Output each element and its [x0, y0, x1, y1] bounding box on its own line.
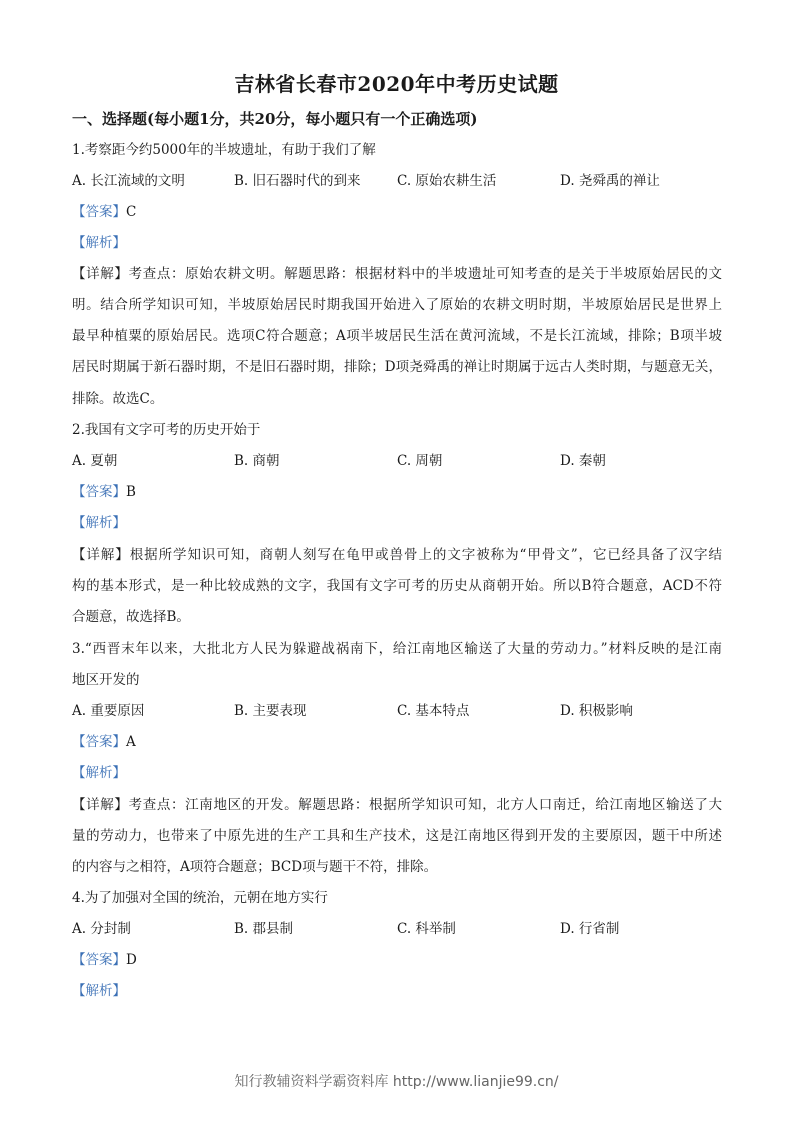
analysis-label: 【解析】: [72, 983, 126, 999]
q3-option-d: D. 积极影响: [560, 703, 633, 719]
q2-option-b: B. 商朝: [234, 453, 280, 469]
answer-value: A: [126, 734, 136, 750]
q1-option-d: D. 尧舜禹的禅让: [560, 173, 660, 189]
answer-label: 【答案】: [72, 952, 126, 968]
question-2-stem: 2.我国有文字可考的历史开始于: [72, 422, 261, 438]
answer-value: D: [126, 952, 137, 968]
question-1-stem: 1.考察距今约5000年的半坡遗址，有助于我们了解: [72, 142, 376, 158]
answer-label: 【答案】: [72, 734, 126, 750]
q4-option-a: A. 分封制: [72, 921, 131, 937]
q3-answer: [72, 732, 722, 752]
q1-option-c: C. 原始农耕生活: [397, 173, 497, 189]
answer-label: 【答案】: [72, 204, 126, 220]
question-4-stem: 4.为了加强对全国的统治，元朝在地方实行: [72, 890, 328, 906]
q1-option-b: B. 旧石器时代的到来: [234, 173, 361, 189]
question-3-stem: 3.“西晋末年以来，大批北方人民为躲避战祸南下，给江南地区输送了大量的劳动力。”材料反映的是江南: [72, 641, 722, 657]
footer-watermark: 知行教辅资料学霸资料库 http://www.lianjie99.cn/: [234, 1074, 559, 1090]
document-title: 吉林省长春市2020年中考历史试题: [234, 72, 559, 96]
section-heading: 一、选择题(每小题1分，共20分，每小题只有一个正确选项): [72, 110, 478, 128]
q2-detail-line: 【详解】根据所学知识可知，商朝人刻写在龟甲或兽骨上的文字被称为“甲骨文”，它已经具备了汉字结: [72, 547, 722, 563]
q4-option-b: B. 郡县制: [234, 921, 294, 937]
q4-answer: [72, 950, 722, 970]
question-3-stem: 地区开发的: [72, 672, 140, 688]
q3-analysis-label: [72, 763, 722, 783]
answer-label: 【答案】: [72, 484, 126, 500]
q3-detail-line: 【详解】考查点：江南地区的开发。解题思路：根据所学知识可知，北方人口南迁，给江南地区输送了大: [72, 797, 722, 813]
q2-detail-line: 合题意，故选择B。: [72, 609, 190, 625]
analysis-label: 【解析】: [72, 765, 126, 781]
q1-detail-line: 明。结合所学知识可知，半坡原始居民时期我国开始进入了原始的农耕文明时期，半坡原始居民是世界上: [72, 297, 722, 313]
q3-option-c: C. 基本特点: [397, 703, 470, 719]
q4-option-d: D. 行省制: [560, 921, 620, 937]
q1-detail-line: 最早种植粟的原始居民。选项C符合题意；A项半坡居民生活在黄河流域，不是长江流域，排除；B项半坡: [72, 328, 722, 344]
analysis-label: 【解析】: [72, 235, 126, 251]
q3-detail-line: 量的劳动力，也带来了中原先进的生产工具和生产技术，这是江南地区得到开发的主要原因，题干中所述: [72, 828, 722, 844]
q3-option-a: A. 重要原因: [72, 703, 145, 719]
q2-option-a: A. 夏朝: [72, 453, 118, 469]
q3-detail-line: 的内容与之相符，A项符合题意；BCD项与题干不符，排除。: [72, 859, 438, 875]
q1-detail-line: 居民时期属于新石器时期，不是旧石器时期，排除；D项尧舜禹的禅让时期属于远古人类时期，与题意无关，: [72, 359, 722, 375]
q4-option-c: C. 科举制: [397, 921, 456, 937]
q1-analysis-label: [72, 233, 722, 253]
q2-option-c: C. 周朝: [397, 453, 443, 469]
answer-value: C: [126, 204, 137, 220]
q4-analysis-label: [72, 981, 722, 1001]
q1-option-a: A. 长江流域的文明: [72, 173, 185, 189]
q2-analysis-label: [72, 513, 722, 533]
q3-option-b: B. 主要表现: [234, 703, 307, 719]
answer-value: B: [126, 484, 136, 500]
analysis-label: 【解析】: [72, 515, 126, 531]
q2-option-d: D. 秦朝: [560, 453, 606, 469]
q1-detail-line: 【详解】考查点：原始农耕文明。解题思路：根据材料中的半坡遗址可知考查的是关于半坡原始居民的文: [72, 266, 722, 282]
q2-detail-line: 构的基本形式，是一种比较成熟的文字，我国有文字可考的历史从商朝开始。所以B符合题意，ACD不符: [72, 578, 722, 594]
q1-detail-line: 排除。故选C。: [72, 391, 164, 407]
q2-answer: [72, 482, 722, 502]
q1-answer: [72, 202, 722, 222]
